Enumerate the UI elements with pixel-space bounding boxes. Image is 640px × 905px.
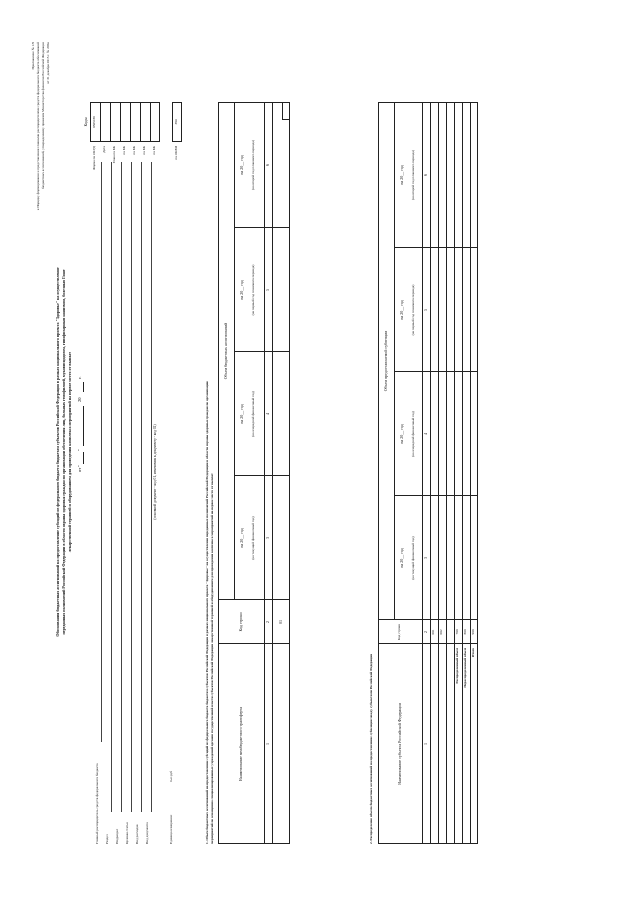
field-line-expense [141, 162, 142, 812]
rotated-form-sheet [20, 12, 620, 892]
field-label-subsection: Подраздел [115, 828, 119, 844]
s1-col-group: Объем бюджетных ассигнований [222, 322, 228, 380]
date-suffix: г. [77, 376, 82, 379]
date-prefix: от " [77, 464, 82, 472]
field-line-main-manager [101, 162, 102, 742]
s2-col-group: Объем предоставляемой субвенции [382, 330, 388, 392]
codes-label-okei: по ОКЕИ [174, 146, 178, 160]
codes-header: Коды [83, 117, 88, 127]
s1-col-code: Код строки [237, 612, 243, 632]
s2-row-code-001: 001 [431, 629, 436, 635]
s2-col-y1-sub: (на текущий финансовый год) [411, 536, 416, 580]
s2-num-1: 1 [422, 743, 428, 745]
field-line-doctype [151, 162, 152, 812]
s2-col-y4-sub: (на второй год планового периода) [411, 150, 416, 200]
s2-num-2: 2 [422, 631, 428, 633]
field-label-section: Раздел [105, 834, 109, 844]
codes-label-glava: Глава по БК [112, 146, 116, 164]
section2-title: 2. Распределение объема бюджетных ассигнований на предоставление субвенции между субъектами Российской Федерации [369, 653, 373, 844]
date-month-underline [83, 406, 84, 446]
s2-total-undistributed-label: Нераспределенный объем [463, 648, 467, 688]
s2-col-name: Наименование субъекта Российской Федерации [396, 703, 402, 785]
codes-label-bk-3: по БК [142, 146, 146, 155]
section1-corner-box [282, 102, 290, 120]
s2-total-label: Итого [471, 648, 475, 658]
s1-num-4: 4 [264, 413, 270, 415]
field-label-target: Целевая статья [125, 822, 129, 844]
codes-label-bk-1: по БК [122, 146, 126, 155]
s1-col-y2: на 20__ год [238, 404, 244, 424]
s2-total-code: 900 [471, 629, 476, 635]
field-line-target [131, 162, 132, 812]
unit-label: Единица измерения: [169, 814, 173, 844]
s1-row-code: 01 [277, 620, 283, 624]
appendix-line-2: к Порядку формирования и представления главными распорядителями средств федерального бюджета обоснований [36, 42, 40, 211]
codes-label-okud: Форма по ОКУД [92, 146, 96, 170]
appendix-line-3: бюджетных ассигнований, утвержденному приказом Министерства финансов Российской Федерации [41, 42, 45, 189]
s2-total-distributed-label: Распределенный объем [455, 648, 459, 684]
s2-num-4: 4 [422, 433, 428, 435]
unit-value: тыс.руб [169, 770, 173, 782]
s1-col-y4: на 20__ год [238, 155, 244, 175]
date-year-underline [83, 382, 84, 392]
codes-label-bk-2: по БК [132, 146, 136, 155]
codes-value-okud: 0505186 [92, 116, 96, 128]
s2-col-y1: на 20__ год [398, 548, 404, 568]
title-line-1: Обоснования бюджетных ассигнований на предоставление субсидий из федерального бюджета бюджетам субъектов Российской Федерации в рамках национального проекта "Здоровье" на осуществление [55, 267, 60, 637]
s2-col-y3: на 20__ год [398, 300, 404, 320]
title-line-2: переданных полномочий Российской Федерации в области охраны здоровья граждан по организации обеспечения лиц, больных гемофилией, муковисцидозом, гипофизарным нанизмом, болезнью Гоше [61, 269, 66, 635]
s2-total-distributed-code: 700 [455, 629, 460, 635]
date-year: 20 [77, 397, 82, 402]
s1-col-y3: на 20__ год [238, 280, 244, 300]
s2-num-5: 5 [422, 309, 428, 311]
field-label-expense: Вид расходов [135, 824, 139, 844]
s2-col-y2-sub: (на очередной финансовый год) [411, 411, 416, 457]
section1-title-2: мероприятий по оснащению специализированных учреждений органов государственной власти субъектов Российской Федерации лекарственной терапией и оборудованием для проведения комплекса мероприятий на первое место от выплат [210, 473, 214, 844]
s2-row-code-002: 002 [439, 629, 444, 635]
s1-col-y4-sub: (на второй год планового периода) [251, 140, 256, 190]
field-line-subsection [121, 162, 122, 812]
s1-num-1: 1 [264, 743, 270, 745]
s1-col-y2-sub: (на очередной финансовый год) [251, 391, 256, 437]
codes-label-bk-4: по БК [152, 146, 156, 155]
s2-num-6: 6 [422, 174, 428, 176]
s1-col-y1: на 20__ год [238, 528, 244, 548]
s2-total-undistributed-code: 800 [463, 629, 468, 635]
s1-num-2: 2 [264, 621, 270, 623]
title-line-3: лекарственной терапией и оборудованием для проведения комплекса мероприятий на первое место от выплат [67, 351, 72, 553]
section1-title: 1. Объем бюджетных ассигнований на предоставление субсидий из федерального бюджета бюджетам субъектов Российской Федерации в рамках национального проекта "Здоровье" на осуществление переданных полномочий Российской Федерации в области охраны здоровья граждан по организации [205, 381, 209, 844]
s2-col-y3-sub: (на первый год планового периода) [411, 284, 416, 336]
s1-num-5: 5 [264, 289, 270, 291]
s2-col-y2: на 20__ год [398, 424, 404, 444]
s1-col-name: Наименование межбюджетного трансферта [237, 706, 243, 782]
s1-num-6: 6 [264, 164, 270, 166]
s2-num-3: 3 [422, 557, 428, 559]
field-label-main-manager: Главный распорядитель средств федерального бюджета [95, 763, 99, 844]
codes-value-okei: 384 [174, 119, 178, 125]
codes-label-date: Дата [102, 146, 106, 153]
field-doctype-hint: (основной документ - код 01, изменения к документу - код 02) [153, 424, 157, 520]
appendix-line-1: Приложение № 1/8 [31, 42, 35, 70]
s2-col-y4: на 20__ год [398, 165, 404, 185]
date-mid: " [77, 449, 82, 451]
s1-num-3: 3 [264, 537, 270, 539]
s1-col-y3-sub: (на первый год планового периода) [251, 264, 256, 316]
appendix-line-4: от 31 декабря 2015 г. № 205н [46, 42, 50, 84]
s2-col-code: Код строки [397, 623, 402, 641]
date-day-underline [83, 452, 84, 464]
field-label-doctype: Вид документа [145, 822, 149, 844]
s1-col-y1-sub: (на текущий финансовый год) [251, 516, 256, 560]
field-line-section [111, 162, 112, 812]
